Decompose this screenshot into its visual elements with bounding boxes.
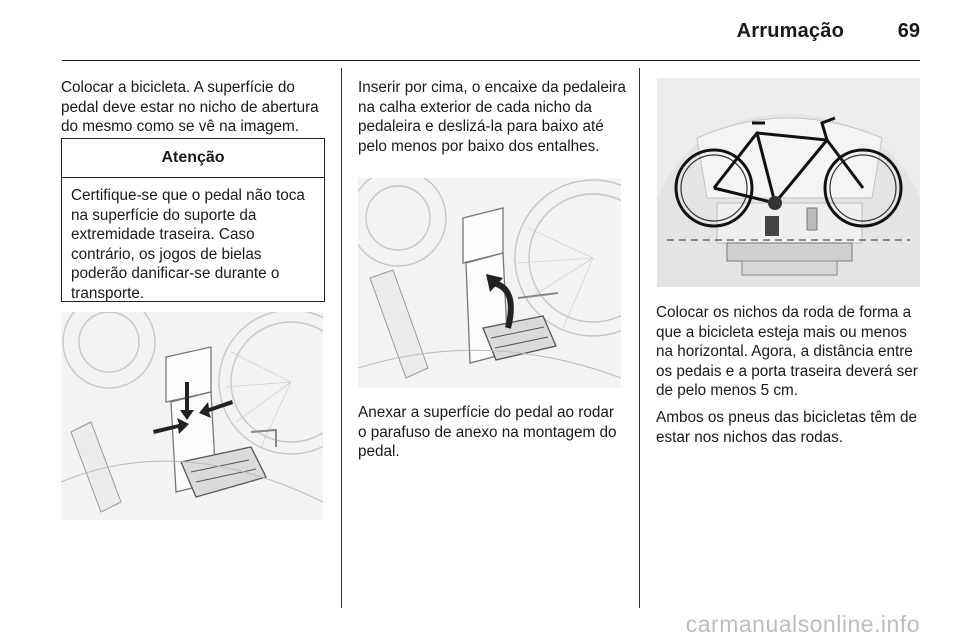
page-number: 69 [897,20,920,42]
column-2 [358,78,626,156]
crank-insert-illustration [358,178,621,388]
tyres-text: Ambos os pneus das bicicletas têm de estar nos nichos das rodas. [656,408,918,446]
page-header [62,0,920,61]
column-3 [656,303,924,447]
bicycle-on-carrier-illustration [657,78,920,287]
insert-crank-text: Inserir por cima, o encaixe da pedaleira na calha exterior de cada nicho da pedaleira e deslizá-la para baixo até pelo menos por baixo dos entalhes. [358,79,626,155]
pedal-placement-text: Colocar a bicicleta. A superfície do pedal deve estar no nicho de abertura do mesmo como se vê na imagem. [61,79,319,136]
column-1 [61,78,327,137]
column-divider-2 [639,68,640,608]
warning-title: Atenção [62,139,324,178]
attach-pedal-text: Anexar a superfície do pedal ao rodar o parafuso de anexo na montagem do pedal. [358,404,617,461]
warning-text: Certifique-se que o pedal não toca na superfície do suporte da extremidade traseira. Caso contrário, os jogos de bielas poderão danificar-se durante o transporte. [71,187,305,302]
pedal-niche-illustration [61,312,323,520]
column-2-bottom [358,403,626,462]
warning-box [61,138,325,302]
column-divider-1 [341,68,342,608]
watermark: carmanualsonline.info [685,611,920,637]
wheel-niche-text: Colocar os nichos da roda de forma a que a bicicleta esteja mais ou menos na horizontal. Agora, a distância entre os pedais e a porta traseira deverá ser de pelo menos 5 cm. [656,304,918,400]
section-title: Arrumação [736,20,844,42]
